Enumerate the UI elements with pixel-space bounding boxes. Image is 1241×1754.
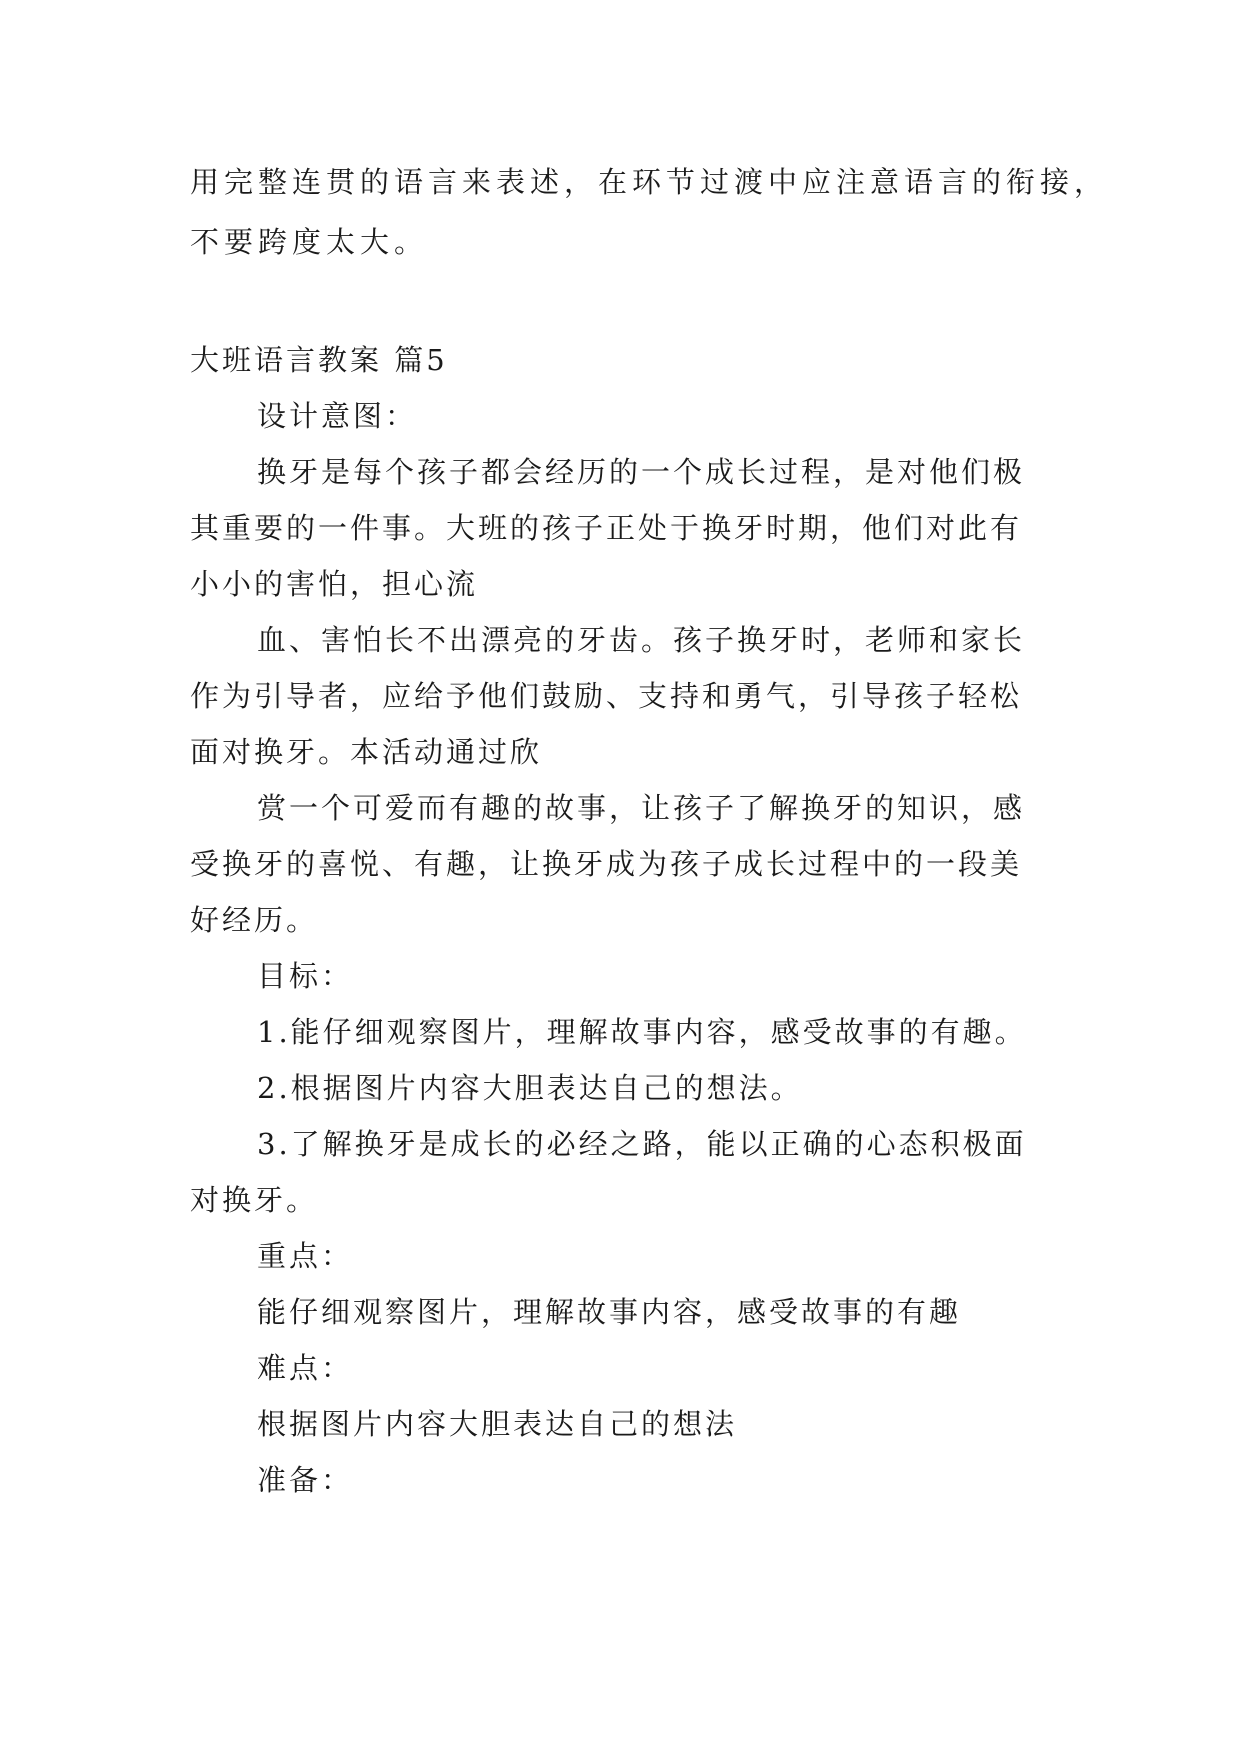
paragraph-line: 作为引导者，应给予他们鼓励、支持和勇气，引导孩子轻松 (190, 679, 1023, 713)
paragraph-line: 能仔细观察图片，理解故事内容，感受故事的有趣 (257, 1295, 962, 1329)
subheading: 重点： (257, 1239, 354, 1273)
subheading: 难点： (257, 1351, 354, 1385)
list-item-continuation: 对换牙。 (190, 1183, 319, 1217)
paragraph-line: 面对换牙。本活动通过欣 (190, 735, 543, 769)
list-item: 3.了解换牙是成长的必经之路，能以正确的心态积极面 (257, 1127, 1027, 1161)
paragraph-line: 其重要的一件事。大班的孩子正处于换牙时期，他们对此有 (190, 511, 1023, 545)
paragraph-line: 血、害怕长不出漂亮的牙齿。孩子换牙时，老师和家长 (257, 623, 1026, 657)
section-heading: 大班语言教案 篇5 (190, 343, 448, 377)
paragraph-line: 赏一个可爱而有趣的故事，让孩子了解换牙的知识，感 (257, 791, 1026, 825)
paragraph-line: 换牙是每个孩子都会经历的一个成长过程，是对他们极 (257, 455, 1026, 489)
paragraph-line: 不要跨度太大。 (190, 225, 429, 259)
subheading: 目标： (257, 959, 354, 993)
list-item: 2.根据图片内容大胆表达自己的想法。 (257, 1071, 803, 1105)
subheading: 设计意图： (257, 399, 418, 433)
paragraph-line: 用完整连贯的语言来表述，在环节过渡中应注意语言的衔接， (190, 165, 1109, 199)
paragraph-line: 小小的害怕，担心流 (190, 567, 479, 601)
paragraph-line: 好经历。 (190, 903, 319, 937)
paragraph-line: 受换牙的喜悦、有趣，让换牙成为孩子成长过程中的一段美 (190, 847, 1023, 881)
list-item: 1.能仔细观察图片，理解故事内容，感受故事的有趣。 (257, 1015, 1027, 1049)
paragraph-line: 根据图片内容大胆表达自己的想法 (257, 1407, 738, 1441)
subheading: 准备： (257, 1463, 354, 1497)
